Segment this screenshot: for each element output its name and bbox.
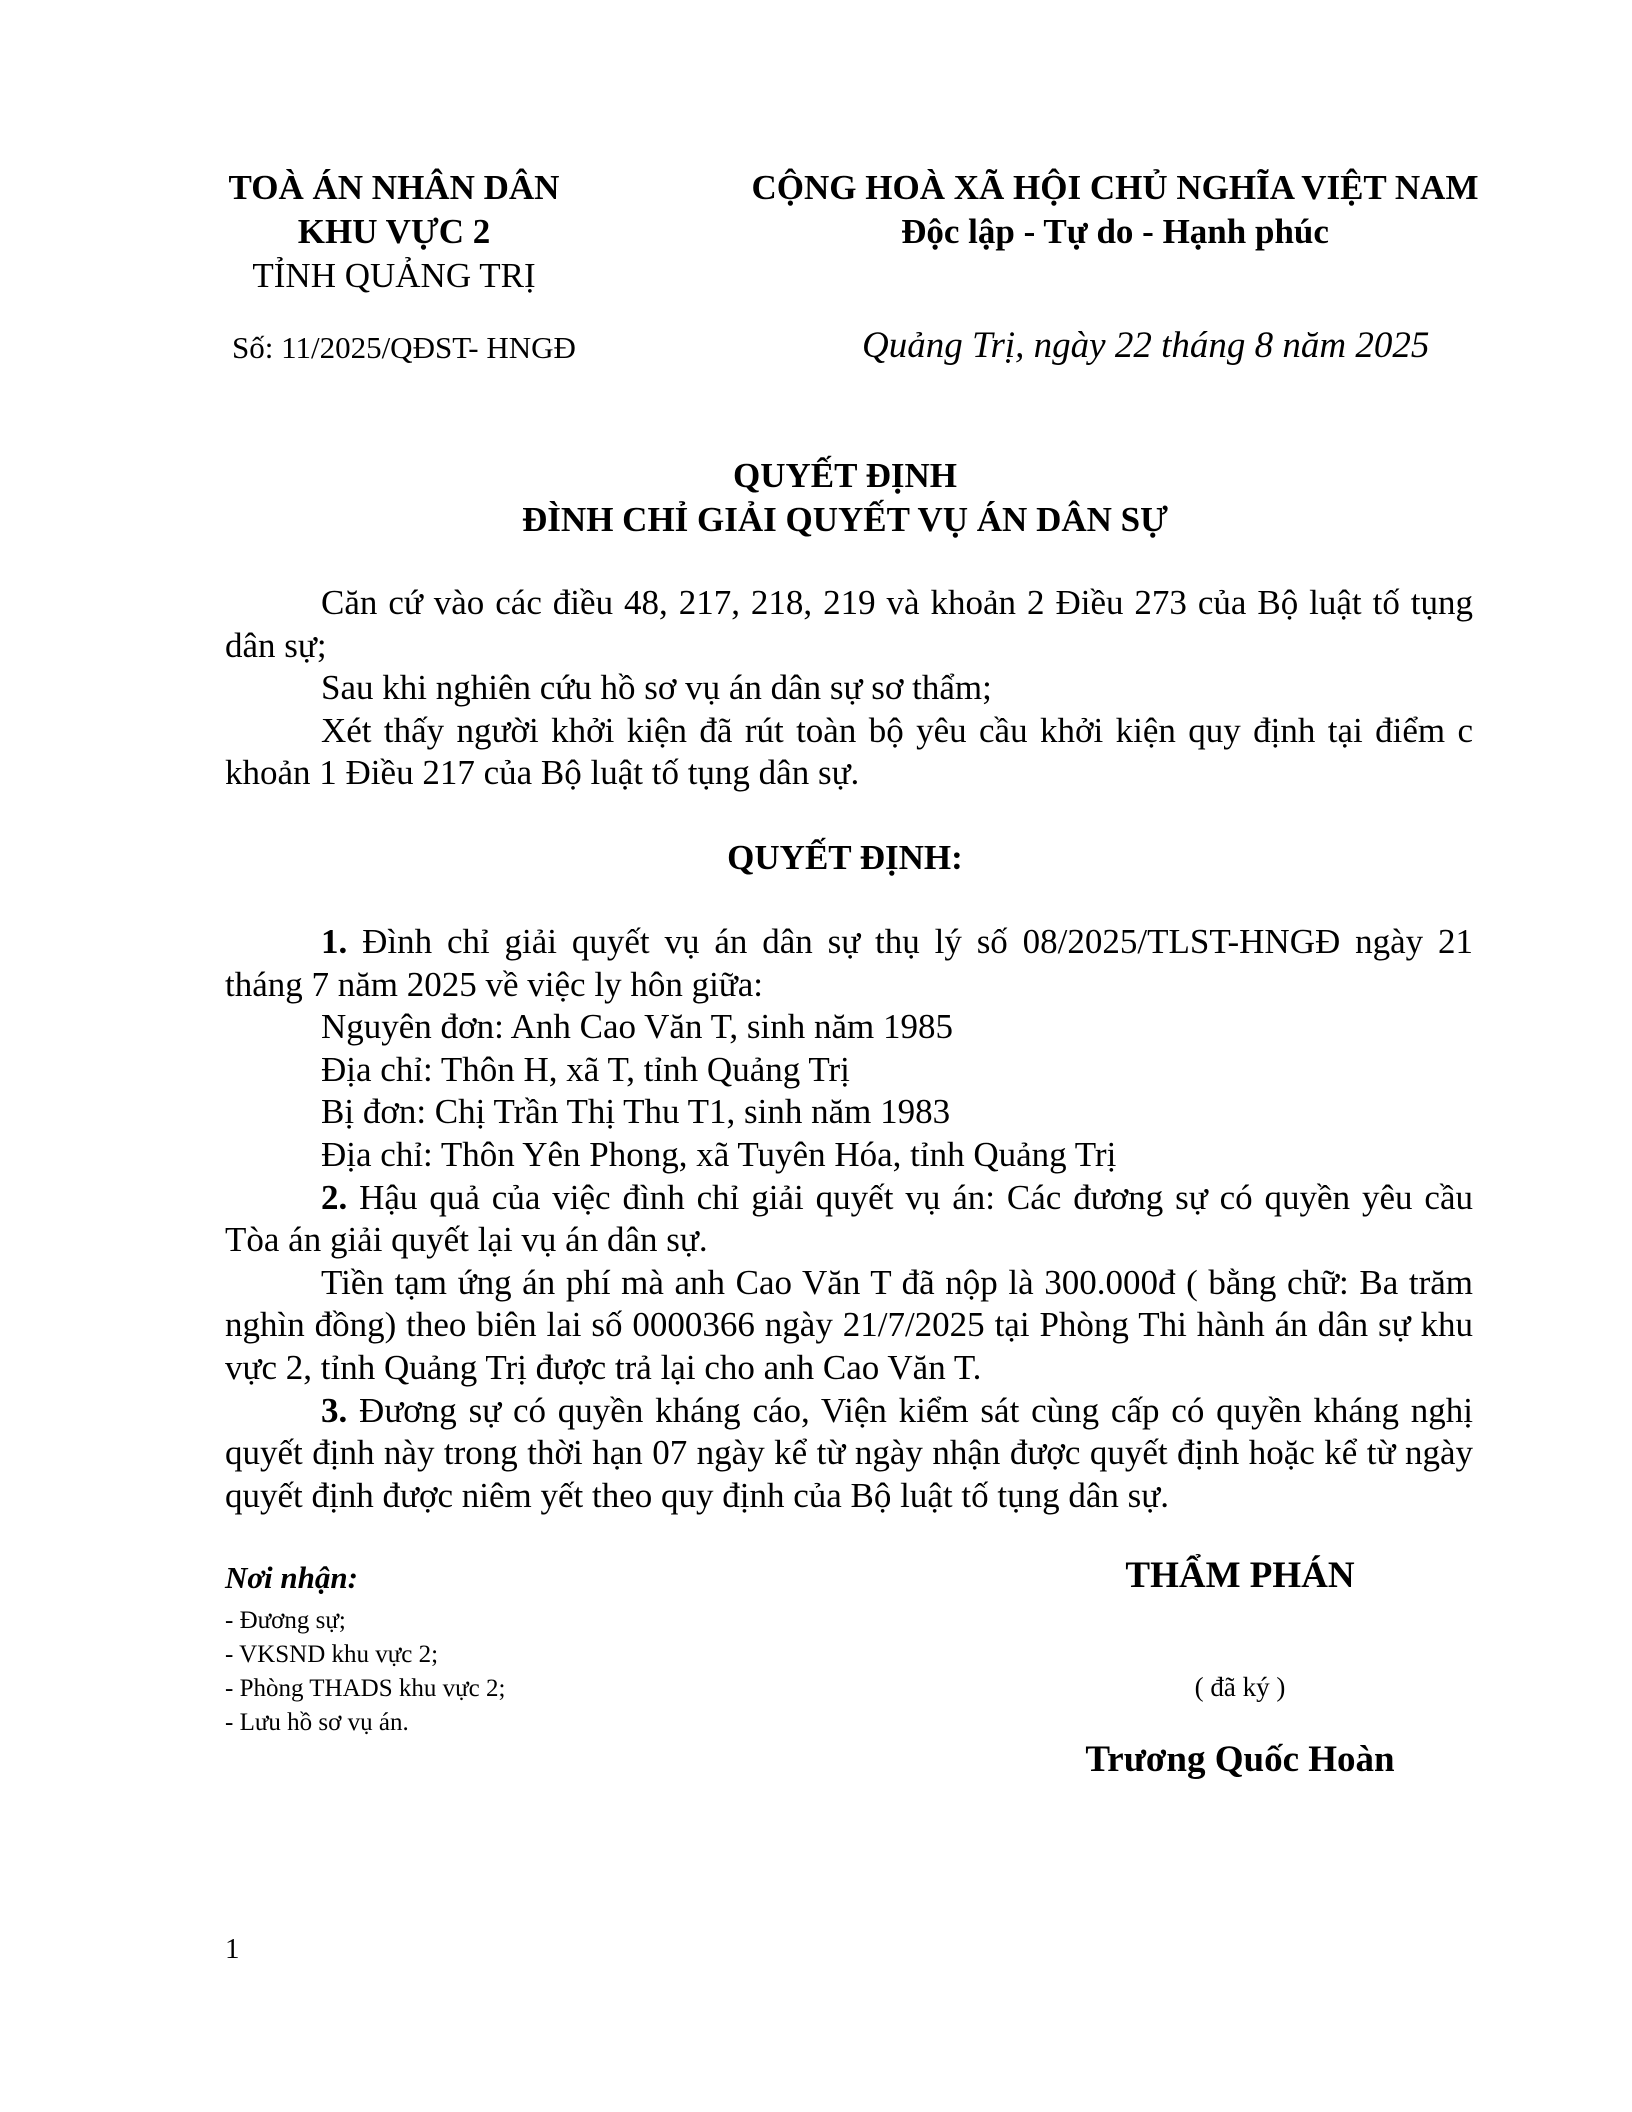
item-1-number: 1. — [321, 922, 348, 961]
item-3-number: 3. — [321, 1390, 348, 1430]
country-name: CỘNG HOÀ XÃ HỘI CHỦ NGHĨA VIỆT NAM — [751, 168, 1479, 207]
page-number: 1 — [225, 1933, 240, 1965]
preamble — [225, 582, 1473, 795]
title-line-2: ĐÌNH CHỈ GIẢI QUYẾT VỤ ÁN DÂN SỰ — [522, 500, 1168, 539]
document-title — [214, 454, 1476, 542]
plaintiff-address: Địa chỉ: Thôn H, xã T, tỉnh Quảng Trị — [321, 1049, 850, 1089]
preamble-legal-basis: Căn cứ vào các điều 48, 217, 218, 219 và khoản 2 Điều 273 của Bộ luật tố tụng dân sự; — [225, 583, 1473, 665]
item-1-text: Đình chỉ giải quyết vụ án dân sự thụ lý số 08/2025/TLST-HNGĐ ngày 21 tháng 7 năm 2025 về việc ly hôn giữa: — [225, 922, 1473, 1004]
recipients-list — [225, 1604, 505, 1740]
defendant: Bị đơn: Chị Trần Thị Thu T1, sinh năm 1983 — [321, 1092, 951, 1132]
recipient-item: - Đương sự; — [225, 1607, 346, 1634]
decision-item-2 — [225, 1177, 1473, 1262]
preamble-review: Sau khi nghiên cứu hồ sơ vụ án dân sự sơ thẩm; — [321, 668, 992, 708]
court-region: KHU VỰC 2 — [297, 212, 491, 251]
decision-body — [225, 921, 1473, 1517]
national-motto-block — [730, 166, 1500, 254]
recipients-title: Nơi nhận: — [225, 1560, 358, 1595]
item-3-text: Đương sự có quyền kháng cáo, Viện kiểm sát cùng cấp có quyền kháng nghị quyết định này trong thời hạn 07 ngày kể từ ngày nhận được quyết định hoặc kể từ ngày quyết định được niêm yết theo quy định của Bộ luật tố tụng dân sự. — [225, 1390, 1473, 1515]
national-motto: Độc lập - Tự do - Hạnh phúc — [901, 212, 1329, 251]
decision-heading: QUYẾT ĐỊNH: — [727, 838, 963, 877]
recipient-item: - VKSND khu vực 2; — [225, 1641, 439, 1668]
preamble-finding: Xét thấy người khởi kiện đã rút toàn bộ yêu cầu khởi kiện quy định tại điểm c khoản 1 Điều 217 của Bộ luật tố tụng dân sự. — [225, 710, 1473, 793]
title-line-1: QUYẾT ĐỊNH — [733, 456, 957, 495]
recipient-item: - Lưu hồ sơ vụ án. — [225, 1709, 409, 1736]
judge-title: THẨM PHÁN — [1125, 1555, 1355, 1596]
court-name-block — [214, 166, 574, 298]
plaintiff: Nguyên đơn: Anh Cao Văn T, sinh năm 1985 — [321, 1007, 953, 1047]
defendant-address: Địa chỉ: Thôn Yên Phong, xã Tuyên Hóa, tỉnh Quảng Trị — [321, 1134, 1117, 1174]
item-2-text: Hậu quả của việc đình chỉ giải quyết vụ án: Các đương sự có quyền yêu cầu Tòa án giải quyết lại vụ án dân sự. — [225, 1177, 1473, 1260]
fee-refund: Tiền tạm ứng án phí mà anh Cao Văn T đã nộp là 300.000đ ( bằng chữ: Ba trăm nghìn đồng) theo biên lai số 0000366 ngày 21/7/2025 tại Phòng Thi hành án dân sự khu vực 2, tỉnh Quảng Trị được trả lại cho anh Cao Văn T. — [225, 1262, 1473, 1387]
decision-item-3 — [225, 1390, 1473, 1518]
document-number: Số: 11/2025/QĐST- HNGĐ — [232, 330, 576, 365]
court-province: TỈNH QUẢNG TRỊ — [252, 256, 536, 295]
court-name: TOÀ ÁN NHÂN DÂN — [228, 168, 560, 207]
recipient-item: - Phòng THADS khu vực 2; — [225, 1675, 506, 1702]
signed-note: ( đã ký ) — [1194, 1672, 1286, 1702]
decision-item-1 — [225, 921, 1473, 1006]
judge-name: Trương Quốc Hoàn — [1085, 1739, 1395, 1780]
item-2-number: 2. — [321, 1177, 348, 1217]
document-date: Quảng Trị, ngày 22 tháng 8 năm 2025 — [862, 325, 1430, 366]
